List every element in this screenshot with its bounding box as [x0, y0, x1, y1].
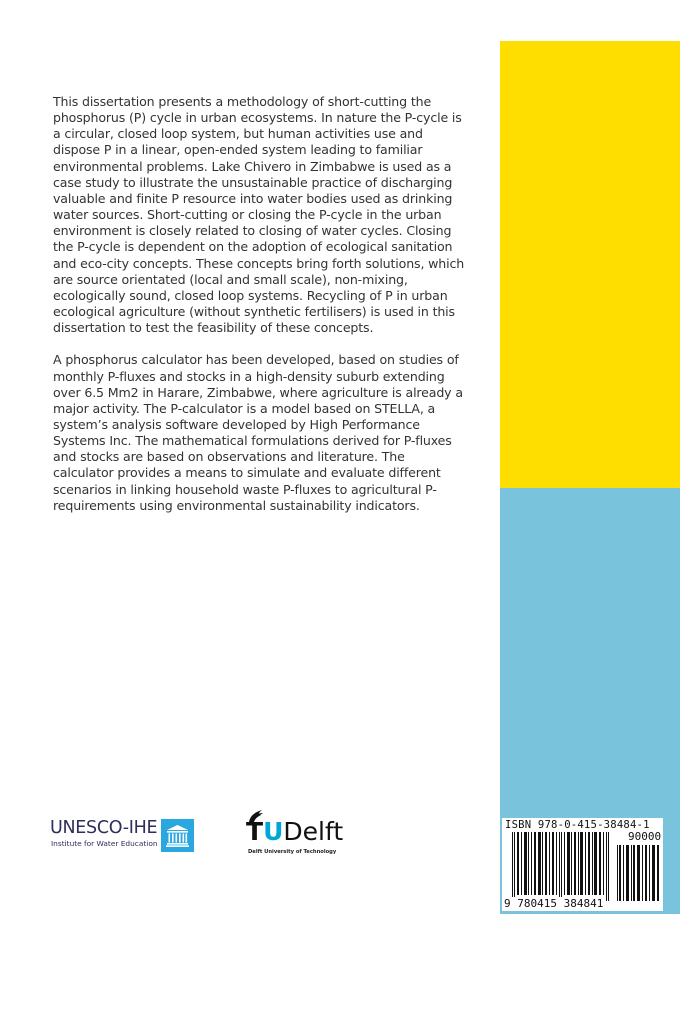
unesco-temple-icon [161, 819, 194, 852]
isbn-barcode [502, 818, 663, 911]
tudelft-subtitle: Delft University of Technology [248, 849, 337, 855]
barcode-addon-digits: 90000 [628, 830, 662, 843]
tudelft-u: U [263, 817, 284, 846]
tudelft-delft: Delft [283, 817, 344, 846]
barcode-bars-main [512, 832, 610, 901]
yellow-color-panel [500, 41, 680, 488]
tudelft-logo [246, 808, 346, 860]
blurb-paragraph-2: A phosphorus calculator has been developed, based on studies of monthly P-fluxes and stocks in a high-density suburb extending over 6.5 Mm2 in Harare, Zimbabwe, where agriculture is already a major activity. The P-calculator is a model based on STELLA, a system’s analysis software developed by High Performance Systems Inc. The mathematical formulations derived for P-fluxes and stocks are based on observations and literature. The calculator provides a means to simulate and evaluate different scenarios in linking household waste P-fluxes to agricultural P-requirements using environmental sustainability indicators. [53, 352, 463, 513]
tudelft-t: T [246, 817, 264, 846]
barcode-bars-addon [617, 845, 661, 901]
unesco-ihe-name: UNESCO-IHE [50, 818, 158, 838]
unesco-ihe-subtitle: Institute for Water Education [51, 839, 158, 848]
tudelft-wordmark [246, 818, 343, 846]
blurb-paragraph-1: This dissertation presents a methodology of short-cutting the phosphorus (P) cycle in urban ecosystems. In nature the P-cycle is a circular, closed loop system, but human activities use and dispose P in a linear, open-ended system leading to familiar environmental problems. Lake Chivero in Zimbabwe is used as a case study to illustrate the unsustainable practice of discharging valuable and finite P resource into water bodies used as drinking water sources. Short-cutting or closing the P-cycle in the urban environment is closely related to closing of water cycles. Closing the P-cycle is dependent on the adoption of ecological sanitation and eco-city concepts. These concepts bring forth solutions, which are source orientated (local and small scale), non-mixing, ecologically sound, closed loop systems. Recycling of P in urban ecological agriculture (without synthetic fertilisers) is used in this dissertation to test the feasibility of these concepts. [53, 94, 465, 336]
isbn-label: ISBN 978-0-415-38484-1 [505, 819, 650, 831]
back-cover-blurb [53, 94, 468, 514]
unesco-ihe-logo [50, 818, 196, 854]
ean-digits: 9 780415 384841 [504, 897, 604, 910]
